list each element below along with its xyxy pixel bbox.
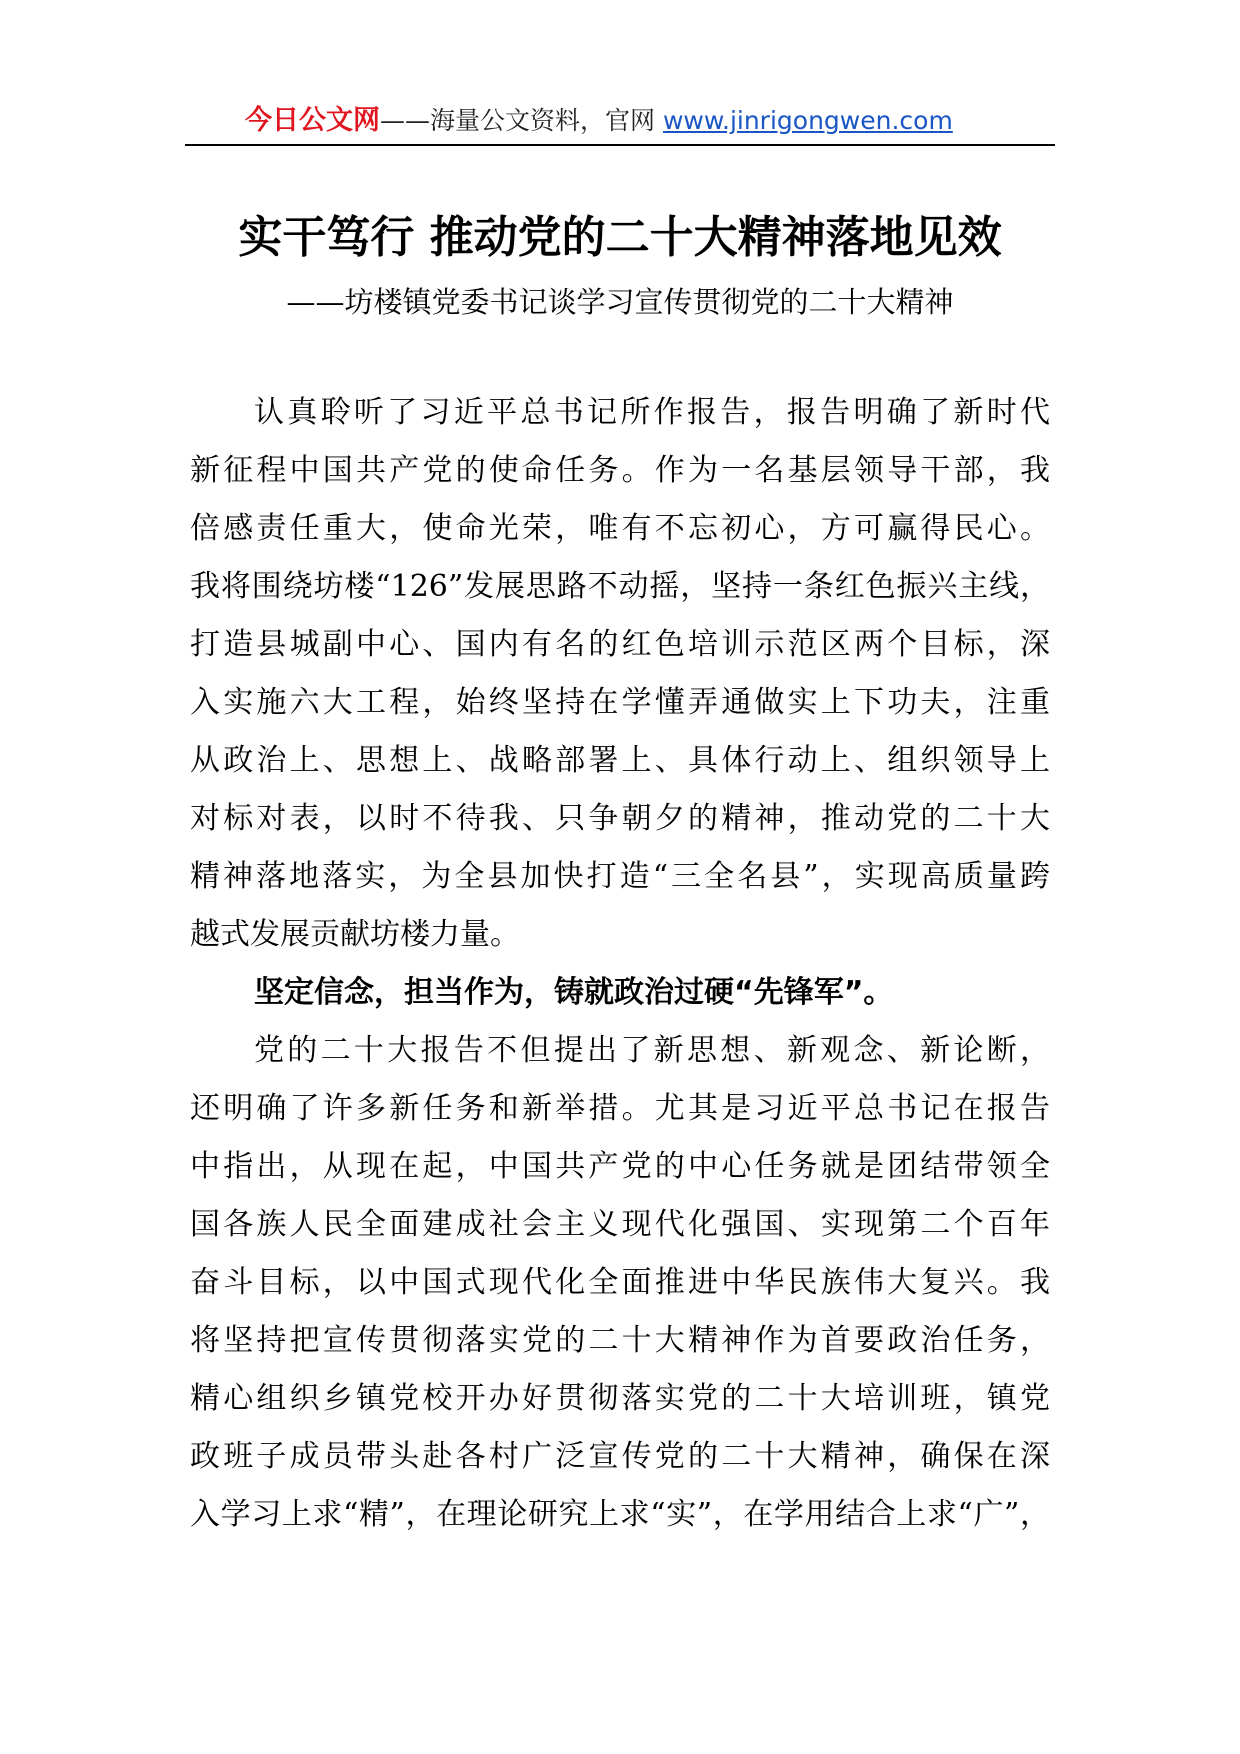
header-banner [245,106,953,136]
brand-name: 今日公文网 [245,105,380,136]
paragraph-1-line: 精神落地落实，为全县加快打造“三全名县”，实现高质量跨 [190,859,1050,894]
paragraph-1-line: 我将围绕坊楼“126”发展思路不动摇，坚持一条红色振兴主线， [190,569,1050,604]
paragraph-1-line: 入实施六大工程，始终坚持在学懂弄通做实上下功夫，注重 [190,685,1050,720]
paragraph-2-line: 还明确了许多新任务和新举措。尤其是习近平总书记在报告 [190,1091,1050,1126]
website-link[interactable]: www.jinrigongwen.com [662,106,953,135]
paragraph-2-line: 将坚持把宣传贯彻落实党的二十大精神作为首要政治任务， [190,1323,1050,1358]
paragraph-2-line: 国各族人民全面建成社会主义现代化强国、实现第二个百年 [190,1207,1050,1242]
paragraph-1-line: 从政治上、思想上、战略部署上、具体行动上、组织领导上 [190,743,1050,778]
paragraph-2-line: 中指出，从现在起，中国共产党的中心任务就是团结带领全 [190,1149,1050,1184]
document-subtitle: ——坊楼镇党委书记谈学习宣传贯彻党的二十大精神 [286,285,954,319]
paragraph-1-line: 打造县城副中心、国内有名的红色培训示范区两个目标，深 [190,627,1050,662]
document-title: 实干笃行 推动党的二十大精神落地见效 [238,212,1002,263]
paragraph-1-line: 新征程中国共产党的使命任务。作为一名基层领导干部，我 [190,453,1050,488]
site-header [185,96,1055,146]
paragraph-2-line: 精心组织乡镇党校开办好贯彻落实党的二十大培训班，镇党 [190,1381,1050,1416]
paragraph-2-line: 奋斗目标，以中国式现代化全面推进中华民族伟大复兴。我 [190,1265,1050,1300]
section-heading: 坚定信念，担当作为，铸就政治过硬“先锋军”。 [254,975,894,1010]
paragraph-2-line: 党的二十大报告不但提出了新思想、新观念、新论断， [254,1033,1050,1068]
header-slogan: ——海量公文资料，官网 [380,106,663,135]
paragraph-1-line: 认真聆听了习近平总书记所作报告，报告明确了新时代 [254,395,1050,430]
paragraph-2-line: 入学习上求“精”，在理论研究上求“实”，在学用结合上求“广”， [190,1497,1050,1532]
paragraph-2-line: 政班子成员带头赴各村广泛宣传党的二十大精神，确保在深 [190,1439,1050,1474]
paragraph-1-line: 对标对表，以时不待我、只争朝夕的精神，推动党的二十大 [190,801,1050,836]
paragraph-1-line: 越式发展贡献坊楼力量。 [190,917,520,952]
document-body [190,384,1050,1544]
paragraph-1-line: 倍感责任重大，使命光荣，唯有不忘初心，方可赢得民心。 [190,511,1050,546]
